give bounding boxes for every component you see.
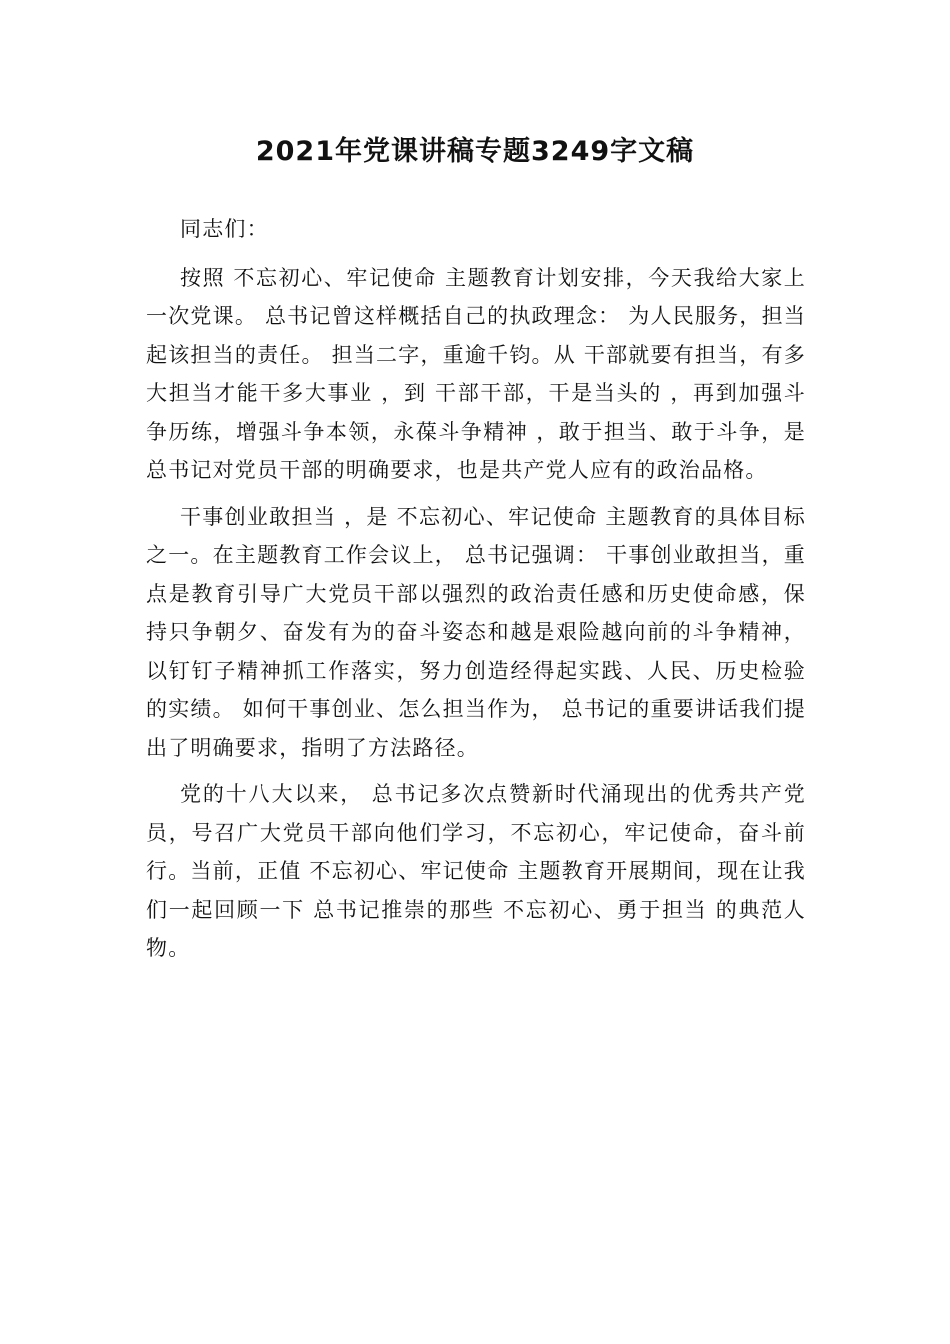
paragraph-3: 党的十八大以来， 总书记多次点赞新时代涌现出的优秀共产党员，号召广大党员干部向他们学习，不忘初心，牢记使命，奋斗前行。当前，正值 不忘初心、牢记使命 主题教育开展期间，现在让我们一起回顾一下 总书记推崇的那些 不忘初心、勇于担当 的典范人物。	[146, 782, 806, 960]
document-title: 2021年党课讲稿专题3249字文稿	[255, 136, 695, 167]
paragraph-2: 干事创业敢担当 ，是 不忘初心、牢记使命 主题教育的具体目标之一。在主题教育工作会议上， 总书记强调： 干事创业敢担当，重点是教育引导广大党员干部以强烈的政治责任感和历史使命感，保持只争朝夕、奋发有为的奋斗姿态和越是艰险越向前的斗争精神，以钉钉子精神抓工作落实，努力创造经得起实践、人民、历史检验的实绩。 如何干事创业、怎么担当作为， 总书记的重要讲话我们提出了明确要求，指明了方法路径。	[146, 504, 806, 760]
greeting: 同志们：	[180, 217, 269, 241]
paragraph-1: 按照 不忘初心、牢记使命 主题教育计划安排，今天我给大家上一次党课。 总书记曾这样概括自己的执政理念： 为人民服务，担当起该担当的责任。 担当二字，重逾千钧。从 干部就要有担当，有多大担当才能干多大事业 ，到 干部干部，干是当头的 ，再到加强斗争历练，增强斗争本领，永葆斗争精神 ，敢于担当、敢于斗争，是 总书记对党员干部的明确要求，也是共产党人应有的政治品格。	[146, 265, 806, 482]
document-body	[146, 210, 806, 976]
